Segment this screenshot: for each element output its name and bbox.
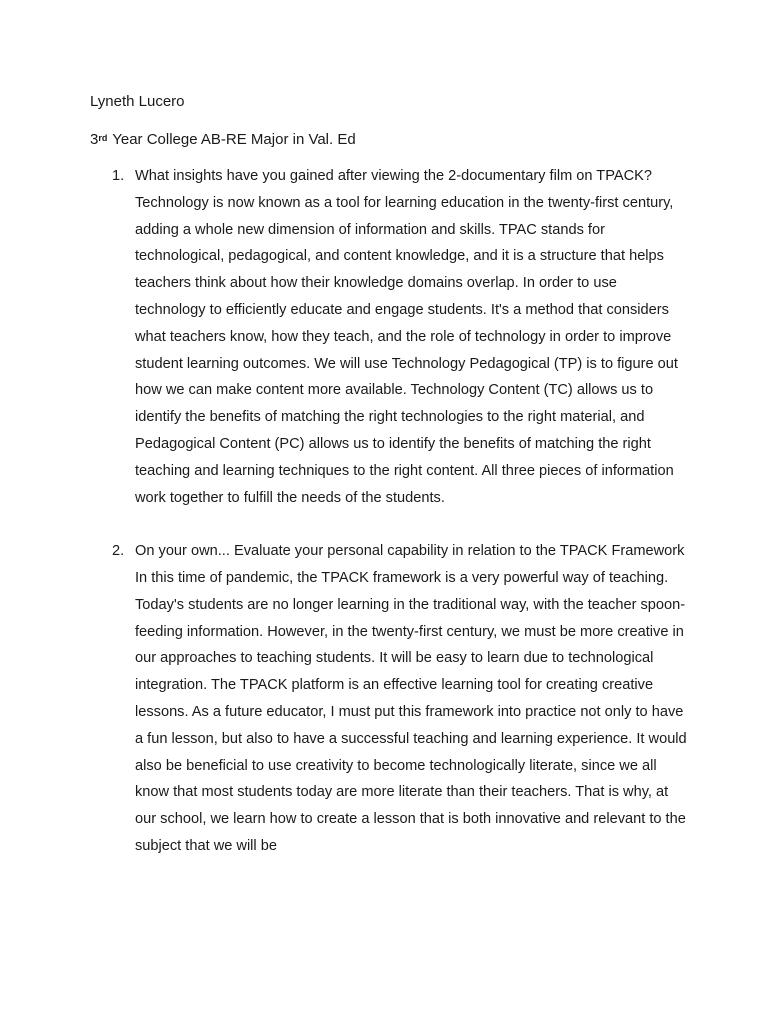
answer-text: In this time of pandemic, the TPACK framework is a very powerful way of teaching. Today's students are no longer learning in the traditional way, with the teacher spoon-feeding information. However, in the twenty-first century, we must be more creative in our approaches to teaching students. It will be easy to learn due to technological integration. The TPACK platform is an effective learning tool for creating creative lessons. As a future educator, I must put this framework into practice not only to have a fun lesson, but also to have a successful teaching and learning experience. It would also be beneficial to use creativity to become technologically literate, since we all know that most students today are more literate than their teachers. That is why, at our school, we learn how to create a lesson that is both innovative and relevant to the subject that we will be bbox=[135, 569, 687, 854]
question-list bbox=[90, 163, 690, 860]
question-item-1 bbox=[90, 163, 690, 511]
answer-text: Technology is now known as a tool for learning education in the twenty-first century, adding a whole new dimension of information and skills. TPAC stands for technological, pedagogical, and content knowledge, and it is a structure that helps teachers think about how their knowledge domains overlap. In order to use technology to efficiently educate and engage students. It's a method that considers what teachers know, how they teach, and the role of technology in order to improve student learning outcomes. We will use Technology Pedagogical (TP) is to figure out how we can make content more available. Technology Content (TC) allows us to identify the benefits of matching the right technologies to the right material, and Pedagogical Content (PC) allows us to identify the benefits of matching the right teaching and learning techniques to the right content. All three pieces of information work together to fulfill the needs of the students. bbox=[135, 194, 678, 506]
course-description: Year College AB-RE Major in Val. Ed bbox=[108, 131, 356, 148]
question-item-2 bbox=[90, 538, 690, 860]
question-text: What insights have you gained after viewing the 2-documentary film on TPACK? bbox=[135, 168, 652, 184]
course-year-number: 3 bbox=[90, 131, 99, 148]
course-year-suffix: rd bbox=[98, 133, 108, 143]
course-line bbox=[90, 129, 356, 151]
question-text: On your own... Evaluate your personal capability in relation to the TPACK Framework bbox=[135, 543, 685, 560]
author-name: Lyneth Lucero bbox=[90, 93, 185, 110]
question-number: 2. bbox=[112, 543, 125, 560]
question-number: 1. bbox=[112, 168, 125, 184]
